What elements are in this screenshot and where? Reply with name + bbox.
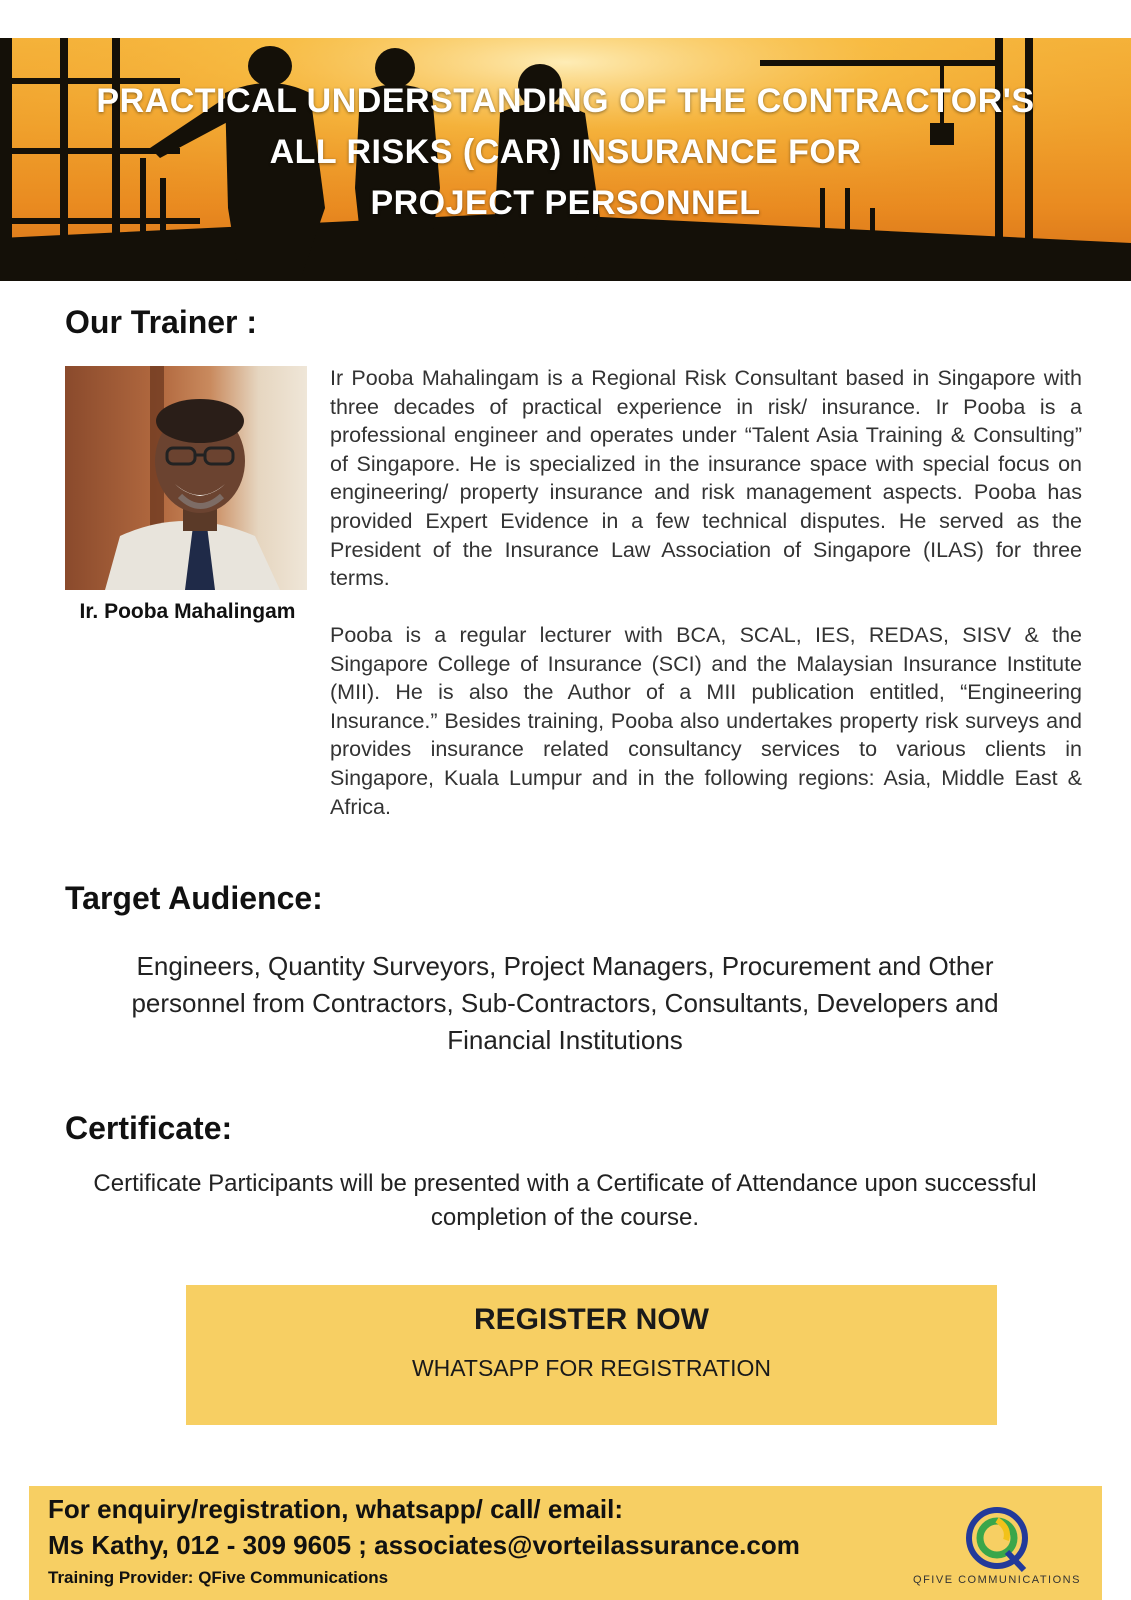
contact-footer — [29, 1486, 1102, 1600]
trainer-bio-paragraph: Pooba is a regular lecturer with BCA, SCAL, IES, REDAS, SISV & the Singapore College of Insurance (SCI) and the Malaysian Insurance Institute (MII). He is also the Author of a MII publication entitled, “Engineering Insurance.” Besides training, Pooba also undertakes property risk surveys and provides insurance related consultancy services to various clients in Singapore, Kuala Lumpur and in the following regions: Asia, Middle East & Africa. — [330, 623, 1082, 819]
audience-heading: Target Audience: — [65, 880, 323, 916]
enquiry-label: For enquiry/registration, whatsapp/ call/ email: — [48, 1494, 624, 1524]
banner-title-line: PROJECT PERSONNEL — [370, 184, 761, 222]
header-banner — [0, 38, 1131, 281]
qfive-logo — [902, 1500, 1092, 1595]
audience-text: Engineers, Quantity Surveyors, Project Managers, Procurement and Other personnel from Contractors, Sub-Contractors, Consultants, Developers and Financial Institutions — [131, 951, 999, 1055]
certificate-text: Certificate Participants will be presented with a Certificate of Attendance upon successful completion of the course. — [93, 1170, 1037, 1231]
trainer-bio-paragraph: Ir Pooba Mahalingam is a Regional Risk Consultant based in Singapore with three decades of practical experience in risk/ insurance. Ir Pooba is a professional engineer and operates under “Talent Asia Training & Consulting” of Singapore. He is specialized in the insurance space with special focus on engineering/ property insurance and risk management aspects. Pooba has provided Expert Evidence in a few technical disputes. He served as the President of the Insurance Law Association of Singapore (ILAS) for three terms. — [330, 366, 1082, 591]
register-now-button[interactable] — [186, 1285, 997, 1425]
banner-title-line: ALL RISKS (CAR) INSURANCE FOR — [269, 133, 862, 171]
trainer-photo — [65, 366, 307, 590]
logo-wordmark: QFIVE COMMUNICATIONS — [913, 1574, 1081, 1586]
trainer-name: Ir. Pooba Mahalingam — [79, 600, 296, 623]
training-provider: Training Provider: QFive Communications — [48, 1568, 389, 1587]
certificate-heading: Certificate: — [65, 1110, 233, 1146]
trainer-heading: Our Trainer : — [65, 304, 258, 340]
banner-title — [0, 76, 1131, 229]
register-subtitle: WHATSAPP FOR REGISTRATION — [411, 1355, 772, 1381]
banner-title-line: PRACTICAL UNDERSTANDING OF THE CONTRACTOR'S — [96, 82, 1035, 120]
qfive-logo-icon — [902, 1500, 1092, 1575]
trainer-portrait-icon — [65, 366, 307, 590]
register-title: REGISTER NOW — [473, 1303, 709, 1336]
contact-details[interactable]: Ms Kathy, 012 - 309 9605 ; associates@vorteilassurance.com — [48, 1530, 800, 1560]
